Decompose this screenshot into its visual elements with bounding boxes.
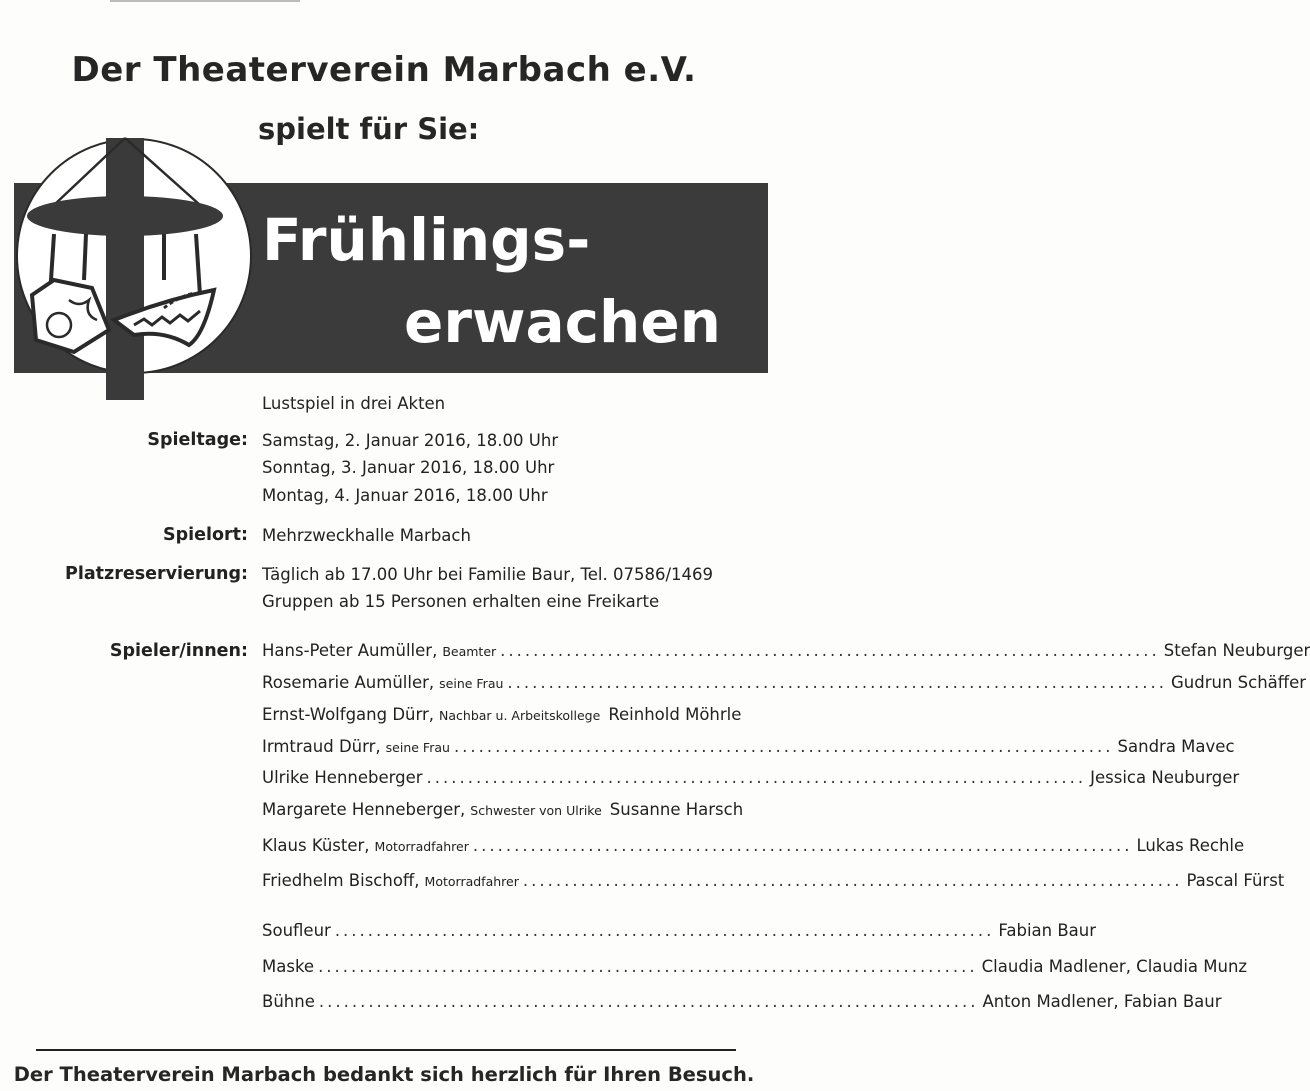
crew-role: Maske: [262, 957, 315, 976]
actor-name: Reinhold Möhrle: [608, 705, 742, 724]
actor-name: Lukas Rechle: [1136, 836, 1245, 855]
actor-name: Gudrun Schäffer: [1171, 673, 1307, 692]
crew-role: Bühne: [262, 992, 315, 1011]
crew-row: [262, 957, 1248, 976]
crew-member: Claudia Madlener, Claudia Munz: [981, 957, 1248, 976]
dot-leader: ................................................................................: [522, 871, 1183, 890]
dot-leader: ................................................................................: [472, 836, 1133, 855]
character-name: Ulrike Henneberger: [262, 768, 423, 787]
character-name: Ernst-Wolfgang Dürr,: [262, 705, 435, 724]
footer-rule: [36, 1049, 736, 1051]
character-name: Rosemarie Aumüller,: [262, 673, 435, 692]
dot-leader: ................................................................................: [318, 992, 979, 1011]
crew-role: Soufleur: [262, 921, 331, 940]
dot-leader: ................................................................................: [500, 641, 1160, 660]
page-subtitle: spielt für Sie:: [258, 112, 480, 146]
cast-row: [262, 737, 1235, 756]
character-name: Margarete Henneberger,: [262, 800, 466, 819]
footer-text: Der Theaterverein Marbach bedankt sich herzlich für Ihren Besuch.: [13, 1063, 755, 1086]
crew-row: [262, 992, 1222, 1011]
character-role: Motorradfahrer: [424, 874, 519, 889]
spieltag-1: Samstag, 2. Januar 2016, 18.00 Uhr: [262, 431, 559, 450]
cast-row: [262, 800, 744, 819]
maypole-logo-icon: [14, 130, 244, 400]
cast-row: [262, 768, 1240, 787]
cast-row: [262, 836, 1245, 855]
spielort-label: Spielort:: [162, 525, 248, 545]
actor-name: Susanne Harsch: [609, 800, 744, 819]
character-role: Schwester von Ulrike: [470, 803, 602, 818]
character-name: Friedhelm Bischoff,: [262, 871, 420, 890]
top-rule: [110, 0, 300, 2]
actor-name: Sandra Mavec: [1117, 737, 1235, 756]
actor-name: Jessica Neuburger: [1090, 768, 1240, 787]
dot-leader: ................................................................................: [507, 673, 1167, 692]
crew-member: Fabian Baur: [998, 921, 1097, 940]
character-name: Klaus Küster,: [262, 836, 370, 855]
dot-leader: ................................................................................: [453, 737, 1114, 756]
spieltag-3: Montag, 4. Januar 2016, 18.00 Uhr: [262, 486, 548, 505]
play-title-line2: erwachen: [404, 288, 721, 356]
spieltage-label: Spieltage:: [147, 430, 248, 450]
dot-leader: ................................................................................: [426, 768, 1087, 787]
crew-row: [262, 921, 1097, 940]
spieltag-2: Sonntag, 3. Januar 2016, 18.00 Uhr: [262, 458, 555, 477]
character-role: Motorradfahrer: [374, 839, 469, 854]
character-name: Irmtraud Dürr,: [262, 737, 381, 756]
character-role: seine Frau: [385, 740, 450, 755]
cast-row: [262, 705, 742, 724]
character-name: Hans-Peter Aumüller,: [262, 641, 438, 660]
character-role: seine Frau: [439, 676, 504, 691]
crew-member: Anton Madlener, Fabian Baur: [982, 992, 1222, 1011]
page-title: Der Theaterverein Marbach e.V.: [71, 50, 697, 90]
dot-leader: ................................................................................: [318, 957, 978, 976]
reservierung-line-1: Täglich ab 17.00 Uhr bei Familie Baur, Tel. 07586/1469: [262, 565, 714, 584]
character-role: Nachbar u. Arbeitskollege: [439, 708, 601, 723]
actor-name: Pascal Fürst: [1186, 871, 1285, 890]
cast-row: [262, 641, 1310, 660]
character-role: Beamter: [442, 644, 497, 659]
play-title-line1: Frühlings-: [262, 206, 591, 274]
reservierung-label: Platzreservierung:: [65, 564, 248, 584]
play-genre: Lustspiel in drei Akten: [262, 394, 446, 413]
cast-row: [262, 871, 1285, 890]
actor-name: Stefan Neuburger: [1163, 641, 1310, 660]
cast-label: Spieler/innen:: [109, 641, 248, 661]
dot-leader: ................................................................................: [334, 921, 995, 940]
cast-row: [262, 673, 1307, 692]
reservierung-line-2: Gruppen ab 15 Personen erhalten eine Freikarte: [262, 592, 660, 611]
spielort-value: Mehrzweckhalle Marbach: [262, 526, 471, 545]
